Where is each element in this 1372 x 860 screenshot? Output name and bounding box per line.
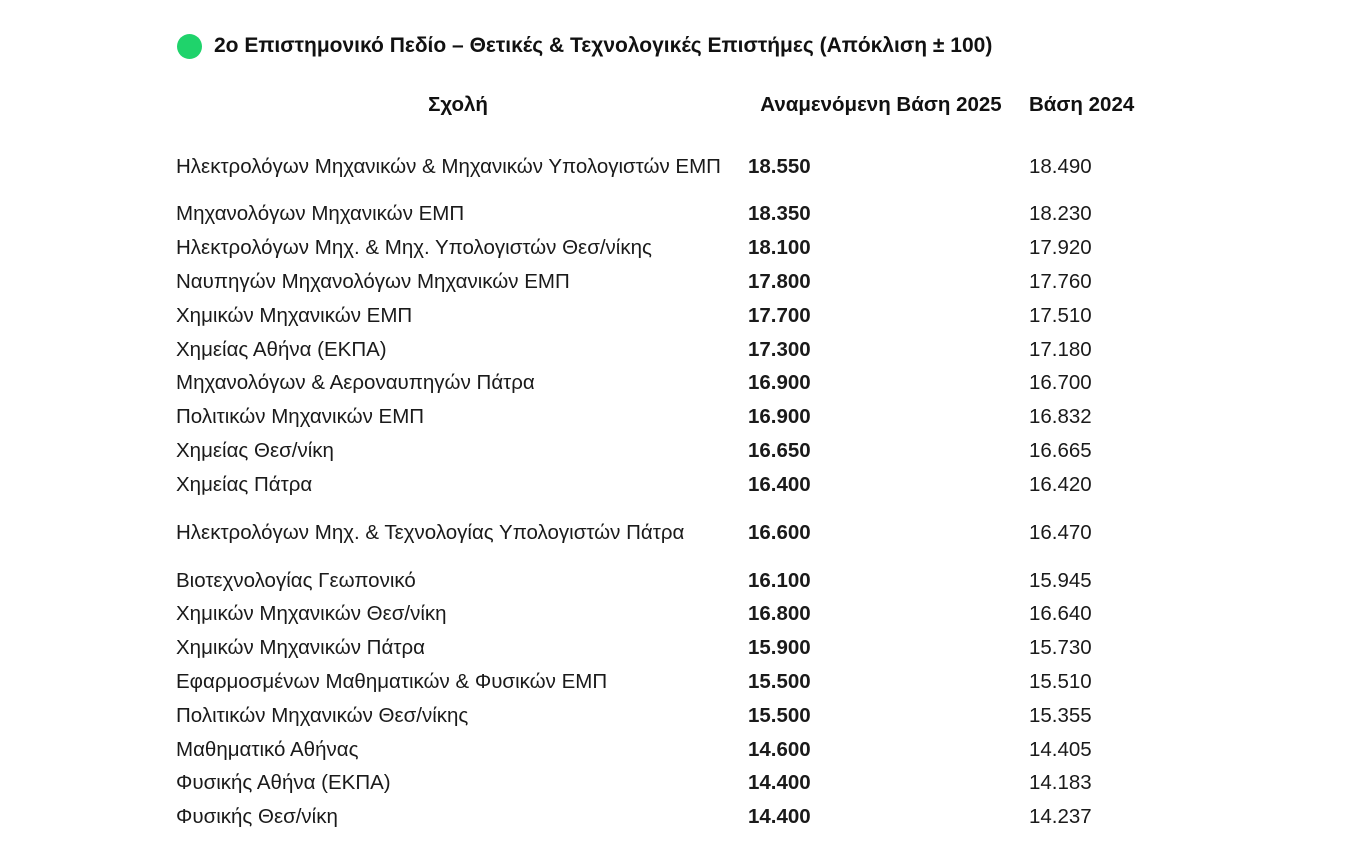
green-dot-icon: [177, 34, 202, 59]
base-2024-cell: 16.420: [1029, 472, 1092, 496]
expected-2025-cell: 16.100: [748, 568, 811, 592]
expected-2025-cell: 16.650: [748, 438, 811, 462]
table-row: [168, 434, 1197, 468]
base-2024-cell: 16.665: [1029, 438, 1092, 462]
expected-2025-cell: 15.500: [748, 703, 811, 727]
expected-2025-cell: 17.300: [748, 337, 811, 361]
expected-2025-cell: 14.600: [748, 737, 811, 761]
school-name-cell: Εφαρμοσμένων Μαθηματικών & Φυσικών ΕΜΠ: [176, 669, 608, 693]
base-2024-cell: 14.183: [1029, 771, 1092, 795]
header-expected-2025: Αναμενόμενη Βάση 2025: [760, 93, 1002, 116]
base-2024-cell: 16.470: [1029, 520, 1092, 544]
table-row: [168, 197, 1197, 231]
school-name-cell: Χημείας Πάτρα: [176, 472, 313, 496]
base-2024-cell: 15.730: [1029, 636, 1092, 660]
school-name-cell: Χημείας Αθήνα (ΕΚΠΑ): [176, 337, 387, 361]
school-name-cell: Ηλεκτρολόγων Μηχανικών & Μηχανικών Υπολογιστών ΕΜΠ: [176, 154, 721, 178]
school-name-cell: Βιοτεχνολογίας Γεωπονικό: [176, 568, 416, 592]
section-heading: [177, 31, 992, 61]
expected-2025-cell: 18.100: [748, 236, 811, 260]
table-row: [168, 135, 1197, 197]
table-row: [168, 400, 1197, 434]
table-row: [168, 265, 1197, 299]
expected-2025-cell: 18.550: [748, 154, 811, 178]
expected-2025-cell: 16.600: [748, 520, 811, 544]
table-row: [168, 800, 1197, 834]
table-row: [168, 698, 1197, 732]
school-name-cell: Μαθηματικό Αθήνας: [176, 737, 359, 761]
table-row: [168, 732, 1197, 766]
expected-2025-cell: 14.400: [748, 771, 811, 795]
table-row: [168, 631, 1197, 665]
table-row: [168, 231, 1197, 265]
admission-scores-table: [168, 75, 1197, 834]
expected-2025-cell: 18.350: [748, 202, 811, 226]
table-row: [168, 366, 1197, 400]
school-name-cell: Χημικών Μηχανικών Πάτρα: [176, 636, 425, 660]
section-title: 2ο Επιστημονικό Πεδίο – Θετικές & Τεχνολογικές Επιστήμες (Απόκλιση ± 100): [214, 34, 993, 57]
base-2024-cell: 18.230: [1029, 202, 1092, 226]
base-2024-cell: 15.510: [1029, 669, 1092, 693]
base-2024-cell: 15.945: [1029, 568, 1092, 592]
school-name-cell: Ναυπηγών Μηχανολόγων Μηχανικών ΕΜΠ: [176, 269, 570, 293]
school-name-cell: Χημικών Μηχανικών Θεσ/νίκη: [176, 602, 447, 626]
base-2024-cell: 16.700: [1029, 371, 1092, 395]
header-base-2024: Βάση 2024: [1029, 93, 1135, 116]
school-name-cell: Ηλεκτρολόγων Μηχ. & Τεχνολογίας Υπολογιστών Πάτρα: [176, 520, 685, 544]
base-2024-cell: 17.760: [1029, 269, 1092, 293]
school-name-cell: Φυσικής Θεσ/νίκη: [176, 805, 338, 829]
base-2024-cell: 18.490: [1029, 154, 1092, 178]
expected-2025-cell: 14.400: [748, 805, 811, 829]
expected-2025-cell: 15.900: [748, 636, 811, 660]
table-row: [168, 298, 1197, 332]
expected-2025-cell: 17.800: [748, 269, 811, 293]
school-name-cell: Μηχανολόγων & Αεροναυπηγών Πάτρα: [176, 371, 535, 395]
table-row: [168, 766, 1197, 800]
school-name-cell: Πολιτικών Μηχανικών Θεσ/νίκης: [176, 703, 469, 727]
school-name-cell: Μηχανολόγων Μηχανικών ΕΜΠ: [176, 202, 465, 226]
base-2024-cell: 14.237: [1029, 805, 1092, 829]
school-name-cell: Χημικών Μηχανικών ΕΜΠ: [176, 303, 413, 327]
expected-2025-cell: 15.500: [748, 669, 811, 693]
school-name-cell: Χημείας Θεσ/νίκη: [176, 438, 334, 462]
table-row: [168, 332, 1197, 366]
base-2024-cell: 15.355: [1029, 703, 1092, 727]
table-header-row: [168, 75, 1197, 135]
expected-2025-cell: 16.400: [748, 472, 811, 496]
table-body: [168, 135, 1197, 834]
school-name-cell: Ηλεκτρολόγων Μηχ. & Μηχ. Υπολογιστών Θεσ/νίκης: [176, 236, 652, 260]
table-row: [168, 665, 1197, 699]
table-row: [168, 501, 1197, 563]
school-name-cell: Φυσικής Αθήνα (ΕΚΠΑ): [176, 771, 391, 795]
base-2024-cell: 16.832: [1029, 405, 1092, 429]
table-row: [168, 597, 1197, 631]
base-2024-cell: 14.405: [1029, 737, 1092, 761]
table-row: [168, 563, 1197, 597]
base-2024-cell: 17.510: [1029, 303, 1092, 327]
expected-2025-cell: 16.900: [748, 371, 811, 395]
base-2024-cell: 16.640: [1029, 602, 1092, 626]
expected-2025-cell: 16.900: [748, 405, 811, 429]
base-2024-cell: 17.180: [1029, 337, 1092, 361]
table-row: [168, 467, 1197, 501]
expected-2025-cell: 17.700: [748, 303, 811, 327]
base-2024-cell: 17.920: [1029, 236, 1092, 260]
header-school: Σχολή: [428, 93, 488, 116]
school-name-cell: Πολιτικών Μηχανικών ΕΜΠ: [176, 405, 425, 429]
expected-2025-cell: 16.800: [748, 602, 811, 626]
